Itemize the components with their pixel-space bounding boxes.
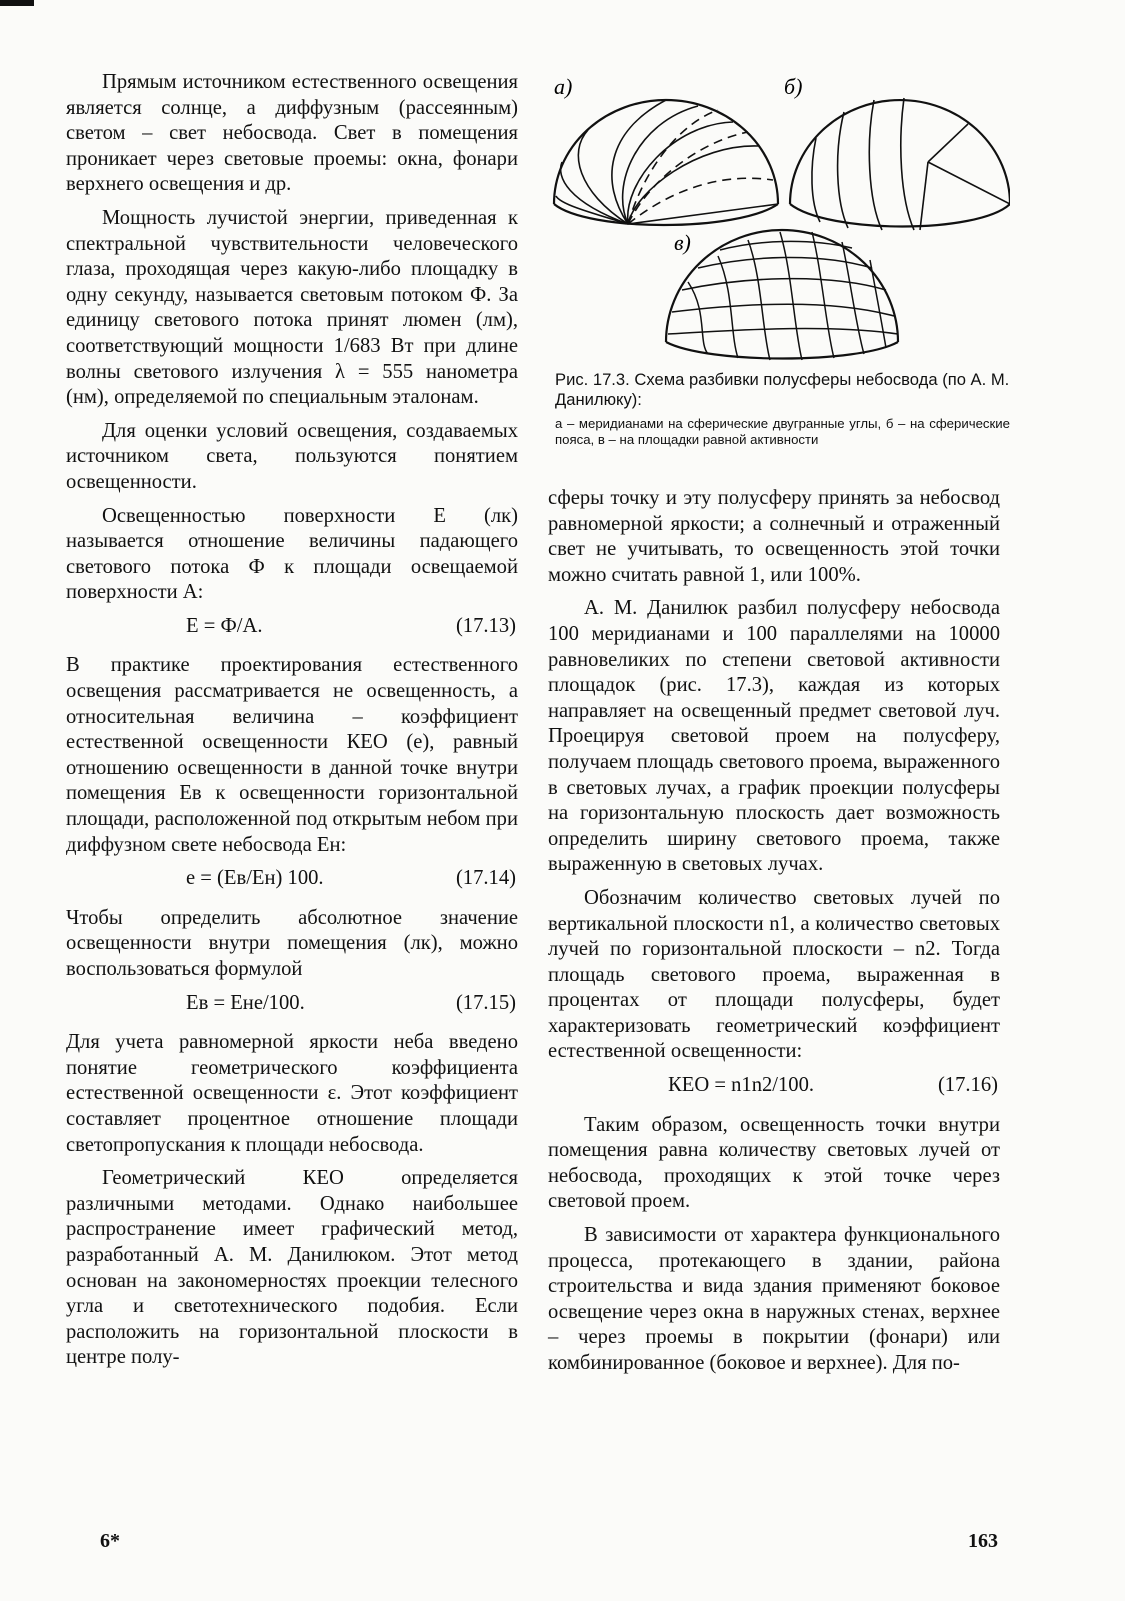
equation-17-16 bbox=[548, 1073, 1000, 1099]
hemisphere-figure bbox=[548, 72, 1010, 362]
left-column bbox=[66, 70, 518, 1379]
equation-number: (17.15) bbox=[455, 991, 516, 1014]
paragraph: Чтобы определить абсолютное значение освещенности внутри помещения (лк), можно воспользоваться формулой bbox=[66, 906, 518, 980]
equation-number: (17.16) bbox=[937, 1074, 998, 1097]
paragraph: Мощность лучистой энергии, приведенная к спектральной чувствительности человеческого глаза, проходящая через какую-либо площадку в одну секунду, называется световым потоком Ф. За единицу светового потока принят люмен (лм), соответствующий мощности 1/683 Вт при длине волны светового излучения λ = 555 нанометра (нм), определяемой по специальным эталонам. bbox=[66, 206, 518, 409]
paragraph: Для учета равномерной яркости неба введено понятие геометрического коэффициента естественной освещенности ε. Этот коэффициент составляет процентное отношение площади светопропускания к площади небосвода. bbox=[66, 1031, 518, 1156]
caption-title: Рис. 17.3. Схема разбивки полусферы небосвода (по А. М. Данилюку): bbox=[555, 370, 1010, 409]
hemisphere-grid bbox=[666, 230, 898, 360]
equation-17-15 bbox=[66, 991, 518, 1017]
paragraph: В зависимости от характера функционального процесса, протекающего в здании, района строительства и вида здания применяют боковое освещение через окна в наружных стенах, верхнее – через проемы в покрытии (фонари) или комбинированное (боковое и верхнее). Для по- bbox=[548, 1224, 1000, 1374]
equation-number: (17.14) bbox=[455, 867, 516, 890]
hemisphere-diagrams bbox=[548, 72, 1010, 362]
equation-number: (17.13) bbox=[455, 614, 516, 637]
figure-label-v: в) bbox=[674, 230, 691, 255]
hemisphere-meridians bbox=[554, 100, 778, 225]
right-column bbox=[548, 486, 1000, 1385]
paragraph: Прямым источником естественного освещения является солнце, а диффузным (рассеянным) светом – свет небосвода. Свет в помещения проникает через световые проемы: окна, фонари верхнего освещения и др. bbox=[66, 71, 518, 196]
hemisphere-belts bbox=[790, 98, 1010, 230]
page-number: 163 bbox=[968, 1530, 998, 1552]
paragraph: В практике проектирования естественного освещения рассматривается не освещенность, а относительная величина – коэффициент естественной освещенности КЕО (e), равный отношению освещенности в данной точке внутри помещения Eв к освещенности горизонтальной площади, расположенной под открытым небом при диффузном свете небосвода Eн: bbox=[66, 654, 518, 856]
paragraph: Таким образом, освещенность точки внутри помещения равна количеству световых лучей от небосвода, проходящих к этой точке через световой проем. bbox=[548, 1113, 1000, 1213]
equation-text: e = (Eв/Eн) 100. bbox=[186, 867, 324, 890]
equation-17-13 bbox=[66, 614, 518, 640]
figure-caption bbox=[555, 370, 1010, 447]
signature-mark: 6* bbox=[100, 1530, 120, 1552]
equation-text: E = Ф/A. bbox=[186, 614, 263, 637]
paragraph: сферы точку и эту полусферу принять за небосвод равномерной яркости; а солнечный и отраженный свет не учитывать, то освещенность этой точки можно считать равной 1, или 100%. bbox=[548, 487, 1000, 586]
equation-text: КЕО = n1n2/100. bbox=[668, 1074, 815, 1097]
scan-corner-mark bbox=[0, 0, 34, 6]
paragraph: Для оценки условий освещения, создаваемых источником света, пользуются понятием освещенности. bbox=[66, 419, 518, 493]
equation-text: Eв = Eнe/100. bbox=[186, 991, 305, 1014]
equation-17-14 bbox=[66, 866, 518, 892]
paragraph: Освещенностью поверхности E (лк) называется отношение величины падающего светового потока Ф к площади освещаемой поверхности A: bbox=[66, 504, 518, 604]
figure-label-b: б) bbox=[784, 74, 803, 99]
paragraph: Обозначим количество световых лучей по вертикальной плоскости n1, а количество световых лучей по горизонтальной плоскости – n2. Тогда площадь светового проема, выраженная в процентах от площади полусферы, будет характеризовать геометрический коэффициент естественной освещенности: bbox=[548, 886, 1000, 1063]
caption-note: а – меридианами на сферические двугранные углы, б – на сферические пояса, в – на площадки равной активности bbox=[555, 416, 1010, 447]
figure-label-a: а) bbox=[554, 74, 573, 99]
paragraph: А. М. Данилюк разбил полусферу небосвода 100 меридианами и 100 параллелями на 10000 равновеликих по степени световой активности площадок (рис. 17.3), каждая из которых направляет на освещенный предмет световой луч. Проецируя световой проем на полусферу, получаем площадь светового проема, выраженного в световых лучах, а график проекции полусферы на горизонтальную плоскость дает возможность определить ширину светового проема, также выраженную в световых лучах. bbox=[548, 597, 1000, 876]
paragraph: Геометрический КЕО определяется различными методами. Однако наибольшее распространение имеет графический метод, разработанный А. М. Данилюком. Этот метод основан на закономерностях проекции телесного угла и светотехнического подобия. Если расположить на горизонтальной плоскости в центре полу- bbox=[66, 1167, 518, 1369]
